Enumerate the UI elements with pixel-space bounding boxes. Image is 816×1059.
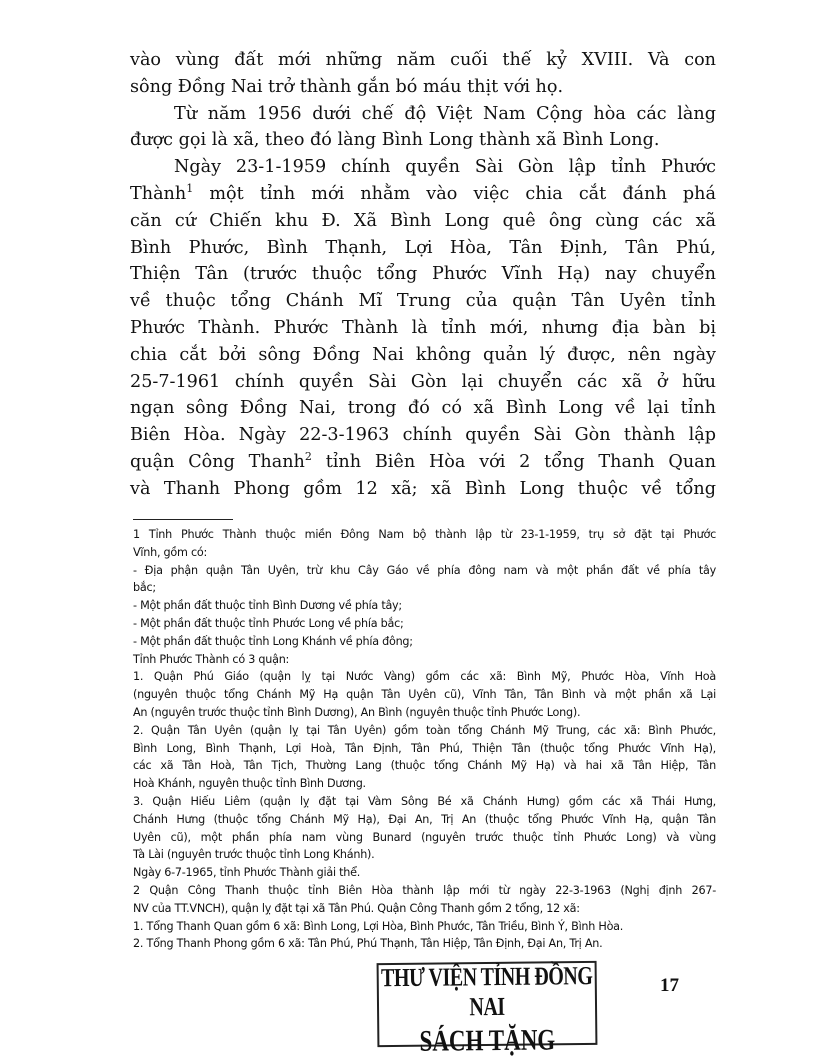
text-segment: và Thanh Phong gồm 12 xã; xã Bình Long thuộc về tổng — [130, 478, 716, 499]
body-line — [130, 47, 716, 74]
footnote-line: Bình Long, Bình Thạnh, Lợi Hoà, Tân Định, Tân Phú, Thiện Tân (thuộc tổng Phước Vĩnh Hạ), — [133, 741, 716, 755]
body-text — [130, 47, 716, 503]
text-segment: Thiện Tân (trước thuộc tổng Phước Vĩnh Hạ) nay chuyển — [130, 264, 716, 285]
footnotes — [133, 526, 716, 953]
footnote-line: Hoà Khánh, nguyên thuộc tỉnh Bình Dương. — [133, 777, 366, 791]
body-line — [130, 235, 716, 262]
text-segment: một tỉnh mới nhằm vào việc chia cắt đánh phá — [193, 183, 716, 204]
body-line — [130, 422, 716, 449]
body-line — [130, 288, 716, 315]
text-segment: chia cắt bởi sông Đồng Nai không quản lý được, nên ngày — [130, 344, 716, 365]
body-line — [130, 127, 716, 154]
body-line — [130, 449, 716, 476]
footnote-line: Tà Lài (nguyên trước thuộc tỉnh Long Khánh). — [133, 848, 375, 862]
text-segment: tỉnh Biên Hòa với 2 tổng Thanh Quan — [311, 451, 716, 472]
footnote-separator — [133, 519, 233, 520]
text-segment: Biên Hòa. Ngày 22-3-1963 chính quyền Sài Gòn thành lập — [130, 425, 716, 446]
footnote-line: An (nguyên trước thuộc tỉnh Bình Dương), An Bình (nguyên thuộc tỉnh Phước Long). — [133, 705, 581, 719]
footnote-line: 2 Quận Công Thanh thuộc tỉnh Biên Hòa thành lập mới từ ngày 22-3-1963 (Nghị định 267- — [133, 883, 716, 897]
footnote-line: - Một phần đất thuộc tỉnh Bình Dương về phía tây; — [133, 599, 402, 613]
text-segment: sông Đồng Nai trở thành gắn bó máu thịt với họ. — [130, 76, 564, 97]
footnote-line: các xã Tân Hoà, Tân Tịch, Thường Lang (thuộc tổng Chánh Mỹ Hạ) và hai xã Tân Hiệp, Tân — [133, 759, 716, 773]
text-segment: Thành — [130, 183, 187, 204]
footnote-line: Chánh Hưng (thuộc tổng Chánh Mỹ Hạ), Đại An, Trị An (thuộc tổng Phước Vĩnh Hạ, quận Tân — [133, 812, 716, 826]
text-segment: Bình Phước, Bình Thạnh, Lợi Hòa, Tân Định, Tân Phú, — [130, 237, 716, 258]
body-line — [130, 342, 716, 369]
footnote-line: 1. Quận Phú Giáo (quận lỵ tại Nước Vàng) gồm các xã: Bình Mỹ, Phước Hòa, Vĩnh Hoà — [133, 670, 716, 684]
library-stamp — [377, 961, 598, 1058]
footnote-line: Uyên cũ), một phần phía nam vùng Bunard (nguyên trước thuộc tỉnh Phước Long) và vùng — [133, 830, 716, 844]
body-line — [130, 101, 716, 128]
footnote-line: Vĩnh, gồm có: — [133, 545, 207, 559]
body-line — [130, 476, 716, 503]
body-line — [130, 154, 716, 181]
text-segment: 25-7-1961 chính quyền Sài Gòn lại chuyển các xã ở hữu — [130, 371, 716, 392]
text-segment: căn cứ Chiến khu Đ. Xã Bình Long quê ông cùng các xã — [130, 210, 716, 231]
footnote-line: 3. Quận Hiếu Liêm (quận lỵ đặt tại Vàm Sông Bé xã Chánh Hưng) gồm các xã Thái Hưng, — [133, 794, 716, 808]
body-line — [130, 315, 716, 342]
stamp-line-1: THƯ VIỆN TỈNH ĐỒNG NAI — [380, 961, 593, 1022]
footnote-line: - Một phần đất thuộc tỉnh Phước Long về phía bắc; — [133, 616, 404, 630]
footnote-ref: 1 — [186, 181, 194, 195]
footnote-ref: 2 — [304, 449, 312, 463]
text-segment: Ngày 23-1-1959 chính quyền Sài Gòn lập tỉnh Phước — [174, 157, 716, 178]
footnote-line: Tỉnh Phước Thành có 3 quận: — [133, 652, 290, 666]
text-segment: ngạn sông Đồng Nai, trong đó có xã Bình Long về lại tỉnh — [130, 398, 716, 419]
footnote-line: NV của TT.VNCH), quận lỵ đặt tại xã Tân Phú. Quận Công Thanh gồm 2 tổng, 12 xã: — [133, 901, 580, 915]
footnote-line: Ngày 6-7-1965, tỉnh Phước Thành giải thể. — [133, 866, 361, 880]
text-segment: được gọi là xã, theo đó làng Bình Long thành xã Bình Long. — [130, 130, 660, 151]
text-segment: Từ năm 1956 dưới chế độ Việt Nam Cộng hòa các làng — [174, 103, 716, 124]
body-line — [130, 369, 716, 396]
text-segment: vào vùng đất mới những năm cuối thế kỷ XVIII. Và con — [130, 50, 716, 70]
footnote-line: 2. Tổng Thanh Phong gồm 6 xã: Tân Phú, Phú Thạnh, Tân Hiệp, Tân Định, Đại An, Trị An. — [133, 937, 603, 951]
body-line — [130, 181, 716, 208]
footnote-line: bắc; — [133, 581, 156, 595]
footnote-line: 2. Quận Tân Uyên (quận lỵ tại Tân Uyên) gồm toàn tổng Chánh Mỹ Trung, các xã: Bình Phước, — [133, 723, 716, 737]
footnote-line: - Địa phận quận Tân Uyên, trừ khu Cây Gáo về phía đông nam và một phần đất về phía tây — [133, 563, 716, 577]
text-segment: về thuộc tổng Chánh Mĩ Trung của quận Tân Uyên tỉnh — [130, 291, 716, 312]
footnote-line: - Một phần đất thuộc tỉnh Long Khánh về phía đông; — [133, 634, 413, 648]
footnote-line: 1. Tổng Thanh Quan gồm 6 xã: Bình Long, Lợi Hòa, Bình Phước, Tân Triều, Bình Ý, Bình Hòa. — [133, 919, 624, 933]
body-line — [130, 261, 716, 288]
body-line — [130, 208, 716, 235]
footnote-line: 1 Tỉnh Phước Thành thuộc miền Đông Nam bộ thành lập từ 23-1-1959, trụ sở đặt tại Phước — [133, 528, 716, 541]
footnote-line: (nguyên thuộc tổng Chánh Mỹ Hạ quận Tân Uyên cũ), Vĩnh Tân, Tân Bình và một phần xã Lại — [133, 688, 716, 702]
text-segment: Phước Thành. Phước Thành là tỉnh mới, nhưng địa bàn bị — [130, 317, 716, 338]
body-line — [130, 74, 716, 101]
body-line — [130, 395, 716, 422]
stamp-line-2: SÁCH TẶNG — [419, 1023, 556, 1058]
text-segment: quận Công Thanh — [130, 451, 305, 472]
page-number: 17 — [660, 975, 679, 996]
